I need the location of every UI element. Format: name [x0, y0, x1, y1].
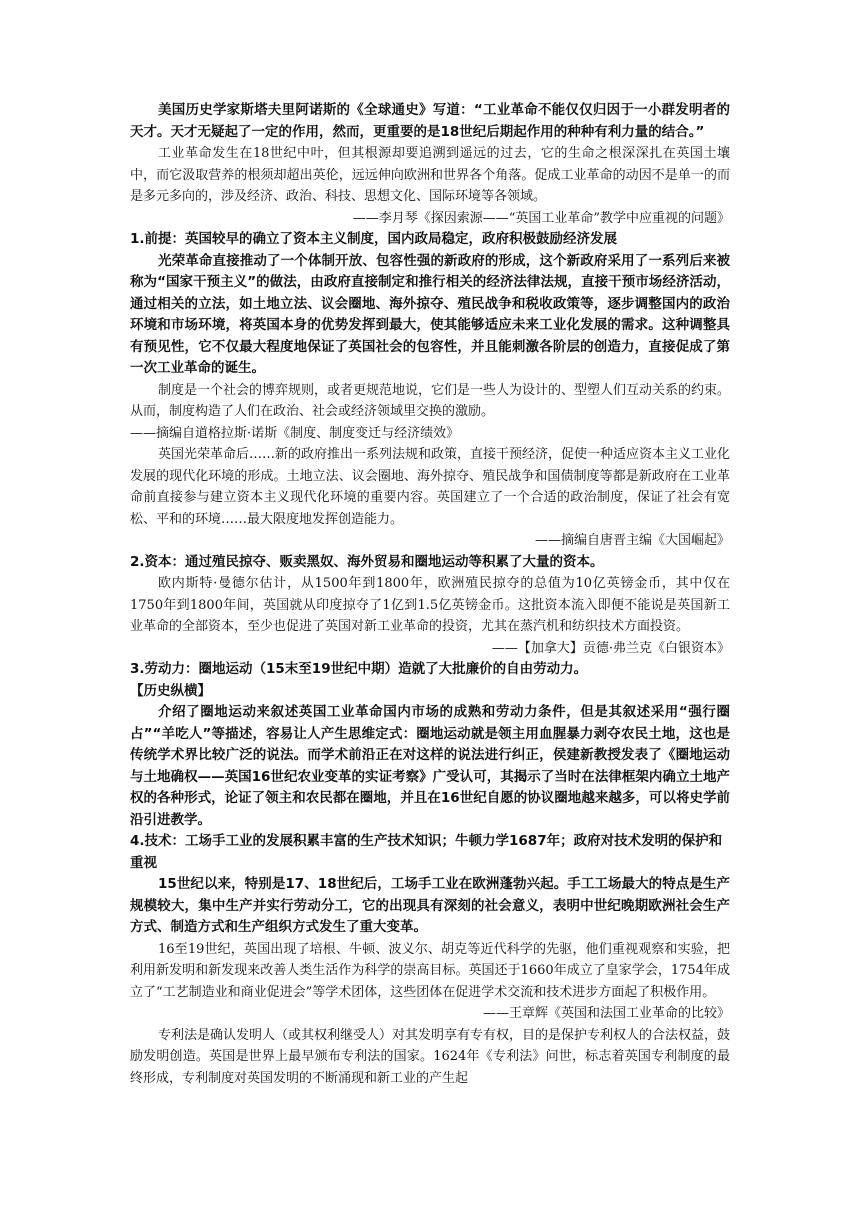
source-citation: ——李月琴《探因索源——“英国工业革命”教学中应重视的问题》: [352, 210, 730, 226]
paragraph-quote-stavrianos: 美国历史学家斯塔夫里阿诺斯的《全球通史》写道：“工业革命不能仅仅归因于一小群发明者的天才。天才无疑起了一定的作用，然而，更重要的是18世纪后期起作用的种种有利力量的结合。”: [130, 102, 730, 140]
paragraph-institutions: 制度是一个社会的博弈规则，或者更规范地说，它们是一些人为设计的、型塑人们互动关系的约束。从而，制度构造了人们在政治、社会或经济领域里交换的激励。: [130, 382, 731, 419]
paragraph-science-pioneers: 16至19世纪，英国出现了培根、牛顿、波义尔、胡克等近代科学的先驱，他们重视观察和实验，把利用新发明和新发现来改善人类生活作为科学的崇高目标。英国还于1660年成立了皇家学会，1754年成立了“工艺制造业和商业促进会”等学术团体，这些团体在促进学术交流和技术进步方面起了积极作用。: [130, 941, 730, 1000]
paragraph-colonial-plunder: 欧内斯特·曼德尔估计，从1500年到1800年，欧洲殖民掠夺的总值为10亿英镑金币，其中仅在1750年到1800年间，英国就从印度掠夺了1亿到1.5亿英镑金币。这批资本流入即便不能说是英国新工业革命的全部资本，至少也促进了英国对新工业革命的投资，尤其在蒸汽机和纺织技术方面投资。: [130, 576, 730, 634]
section-heading-premise: 1.前提：英国较早的确立了资本主义制度，国内政局稳定，政府积极鼓励经济发展: [130, 231, 618, 247]
document-page: [130, 100, 730, 1089]
section-heading-labor: 3.劳动力：圈地运动（15末至19世纪中期）造就了大批廉价的自由劳动力。: [130, 661, 588, 677]
source-citation: ——摘编自道格拉斯·诺斯《制度、制度变迁与经济绩效》: [130, 425, 460, 441]
source-citation: ——【加拿大】贡德·弗兰克《白银资本》: [491, 640, 730, 656]
section-heading-capital: 2.资本：通过殖民掠夺、贩卖黑奴、海外贸易和圈地运动等积累了大量的资本。: [130, 553, 604, 570]
section-heading-technology: 4.技术：工场手工业的发展积累丰富的生产技术知识；牛顿力学1687年；政府对技术发明的保护和重视: [130, 833, 723, 871]
paragraph-industrial-revolution-origins: 工业革命发生在18世纪中叶，但其根源却要追溯到遥远的过去，它的生命之根深深扎在英国土壤中，而它汲取营养的根须却超出英伦，远远伸向欧洲和世界各个角落。促成工业革命的动因不是单一的而是多元多向的，涉及经济、政治、科技、思想文化、国际环境等各领域。: [130, 146, 730, 204]
source-citation: ——王章辉《英国和法国工业革命的比较》: [482, 1006, 730, 1021]
paragraph-workshop-manufacturing: 15世纪以来，特别是17、18世纪后，工场手工业在欧洲蓬勃兴起。手工工场最大的特点是生产规模较大，集中生产并实行劳动分工，它的出现具有深刻的社会意义，表明中世纪晚期欧洲社会生产方式、制造方式和生产组织方式发生了重大变革。: [130, 876, 730, 935]
source-citation: ——摘编自唐晋主编《大国崛起》: [534, 533, 730, 548]
paragraph-glorious-revolution: 光荣革命直接推动了一个体制开放、包容性强的新政府的形成，这个新政府采用了一系列后来被称为“国家干预主义”的做法，由政府直接制定和推行相关的经济法律法规，直接干预市场经济活动，通过相关的立法，如土地立法、议会圈地、海外掠夺、殖民战争和税收政策等，逐步调整国内的政治环境和市场环境，将英国本身的优势发挥到最大，使其能够适应未来工业化发展的需求。这种调整具有预见性，它不仅最大程度地保证了英国社会的包容性，并且能刺激各阶层的创造力，直接促成了第一次工业革命的诞生。: [130, 252, 730, 376]
paragraph-enclosure: 介绍了圈地运动来叙述英国工业革命国内市场的成熟和劳动力条件，但是其叙述采用“强行圈占”“羊吃人”等描述，容易让人产生思维定式：圈地运动就是领主用血腥暴力剥夺农民土地，这也是传统学术界比较广泛的说法。而学术前沿正在对这样的说法进行纠正，侯建新教授发表了《圈地运动与土地确权——英国16世纪农业变革的实证考察》广受认可，其揭示了当时在法律框架内确立土地产权的各种形式，论证了领主和农民都在圈地，并且在16世纪自愿的协议圈地越来越多，可以将史学前沿引进教学。: [130, 704, 730, 828]
section-subheading-history: 【历史纵横】: [130, 682, 211, 699]
paragraph-patent-law: 专利法是确认发明人（或其权利继受人）对其发明享有专有权，目的是保护专利权人的合法权益，鼓励发明创造。英国是世界上最早颁布专利法的国家。1624年《专利法》问世，标志着英国专利制度的最终形成，专利制度对英国发明的不断涌现和新工业的产生起: [130, 1027, 731, 1086]
paragraph-new-government-policies: 英国光荣革命后……新的政府推出一系列法规和政策，直接干预经济，促使一种适应资本主义工业化发展的现代化环境的形成。土地立法、议会圈地、海外掠夺、殖民战争和国债制度等都是新政府在工业革命前直接参与建立资本主义现代化环境的重要内容。英国建立了一个合适的政治制度，保证了社会有宽松、平和的环境……最大限度地发挥创造能力。: [130, 447, 731, 527]
